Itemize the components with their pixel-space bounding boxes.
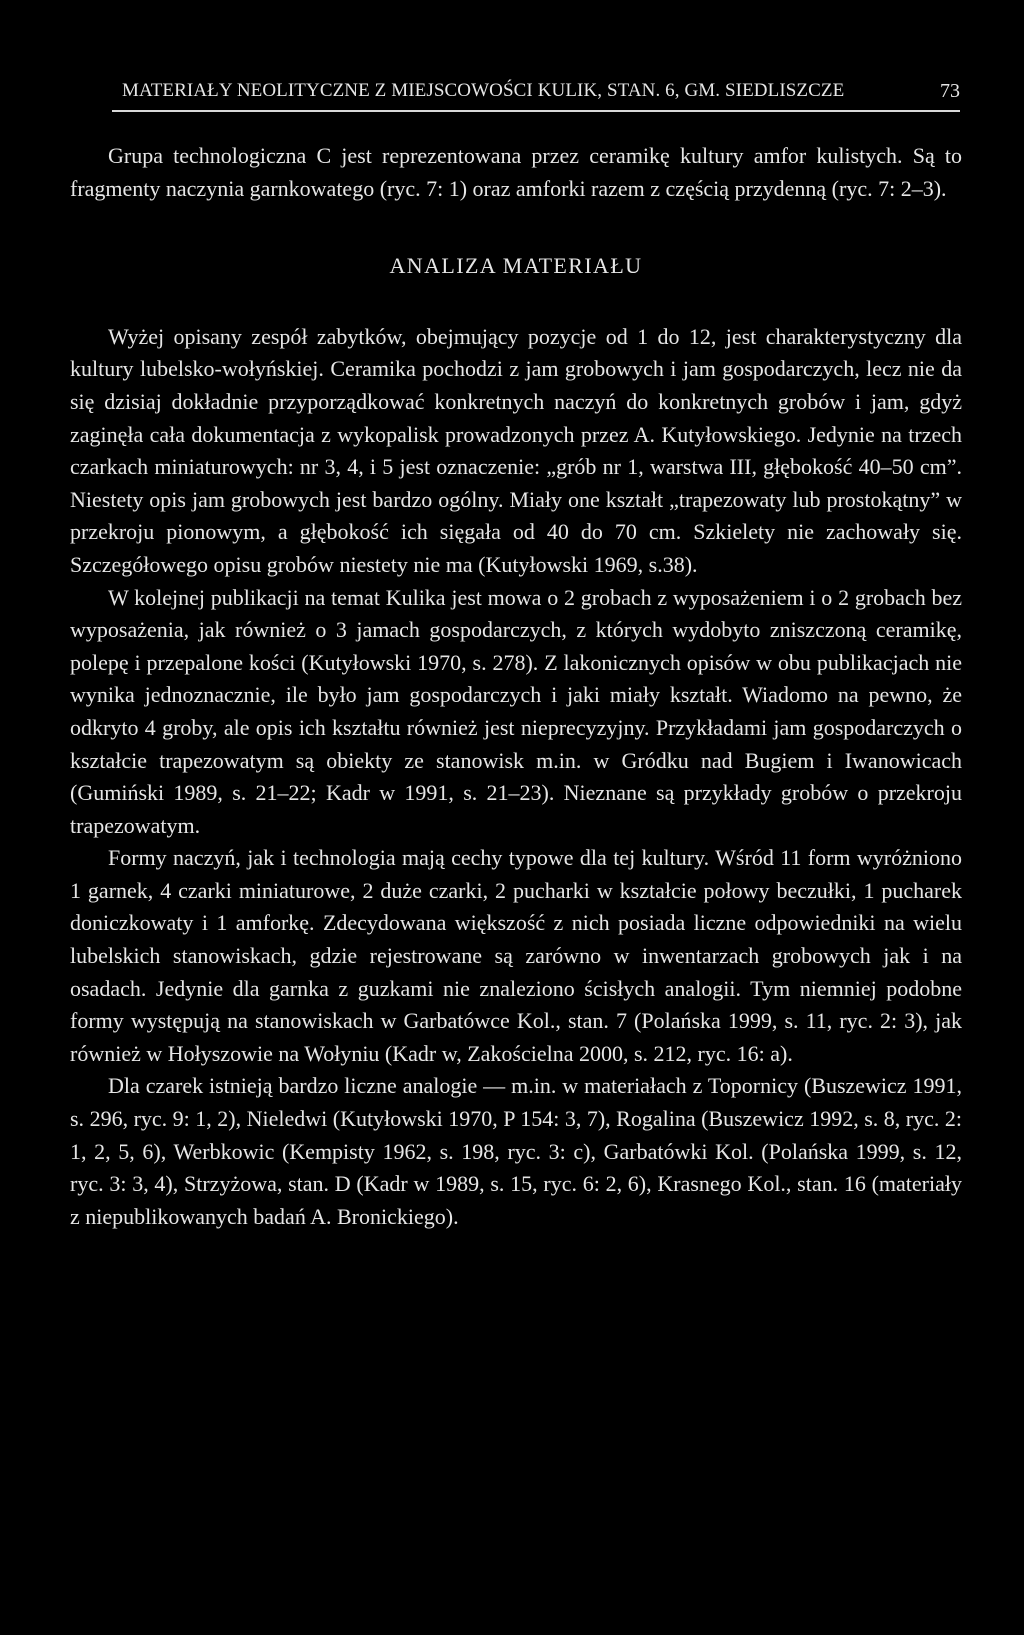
paragraph: Formy naczyń, jak i technologia mają cechy typowe dla tej kultury. Wśród 11 form wyróżniono 1 garnek, 4 czarki miniaturowe, 2 duże czarki, 2 pucharki w kształcie połowy beczułki, 1 pucharek doniczkowaty i 1 amforkę. Zdecydowana większość z nich posiada liczne odpowiedniki na wielu lubelskich stanowiskach, gdzie rejestrowane są zarówno w inwentarzach grobowych jak i na osadach. Jedynie dla garnka z guzkami nie znaleziono ścisłych analogii. Tym niemniej podobne formy występują na stanowiskach w Garbatówce Kol., stan. 7 (Polańska 1999, s. 11, ryc. 2: 3), jak również w Hołyszowie na Wołyniu (Kadr w, Zakościelna 2000, s. 212, ryc. 16: a). [70,845,962,1066]
paragraph: W kolejnej publikacji na temat Kulika jest mowa o 2 grobach z wyposażeniem i o 2 grobach bez wyposażenia, jak również o 3 jamach gospodarczych, z których wydobyto zniszczoną ceramikę, polepę i przepalone kości (Kutyłowski 1970, s. 278). Z lakonicznych opisów w obu publikacjach nie wynika jednoznacznie, ile było jam gospodarczych i jaki miały kształt. Wiadomo na pewno, że odkryto 4 groby, ale opis ich kształtu również jest nieprecyzyjny. Przykładami jam gospodarczych o kształcie trapezowatym są obiekty ze stanowisk m.in. w Gródku nad Bugiem i Iwanowicach (Gumiński 1989, s. 21–22; Kadr w 1991, s. 21–23). Nieznane są przykłady grobów o przekroju trapezowatym. [70,584,962,838]
page-header [112,76,960,112]
paragraph: Wyżej opisany zespół zabytków, obejmujący pozycje od 1 do 12, jest charakterystyczny dla kultury lubelsko-wołyńskiej. Ceramika pochodzi z jam grobowych i jam gospodarczych, lecz nie da się dzisiaj dokładnie przyporządkować konkretnych naczyń do konkretnych grobów i jam, gdyż zaginęła cała dokumentacja z wykopalisk prowadzonych przez A. Kutyłowskiego. Jedynie na trzech czarkach miniaturowych: nr 3, 4, i 5 jest oznaczenie: „grób nr 1, warstwa III, głębokość 40–50 cm”. Niestety opis jam grobowych jest bardzo ogólny. Miały one kształt „trapezowaty lub prostokątny” w przekroju pionowym, a głębokość ich sięgała od 40 do 70 cm. Szkielety nie zachowały się. Szczegółowego opisu grobów niestety nie ma (Kutyłowski 1969, s.38). [70,323,962,577]
section-heading: ANALIZA MATERIAŁU [389,253,643,279]
page-body [70,140,962,1233]
running-head: MATERIAŁY NEOLITYCZNE Z MIEJSCOWOŚCI KULIK, STAN. 6, GM. SIEDLISZCZE [122,80,845,101]
page-number: 73 [940,80,960,102]
paragraph: Grupa technologiczna C jest reprezentowana przez ceramikę kultury amfor kulistych. Są to fragmenty naczynia garnkowatego (ryc. 7: 1) oraz amforki razem z częścią przydenną (ryc. 7: 2–3). [70,143,962,201]
paragraph: Dla czarek istnieją bardzo liczne analogie — m.in. w materiałach z Topornicy (Buszewicz 1991, s. 296, ryc. 9: 1, 2), Nieledwi (Kutyłowski 1970, P 154: 3, 7), Rogalina (Buszewicz 1992, s. 8, ryc. 2: 1, 2, 5, 6), Werbkowic (Kempisty 1962, s. 198, ryc. 3: c), Garbatówki Kol. (Polańska 1999, s. 12, ryc. 3: 3, 4), Strzyżowa, stan. D (Kadr w 1989, s. 15, ryc. 6: 2, 6), Krasnego Kol., stan. 16 (materiały z niepublikowanych badań A. Bronickiego). [70,1073,962,1229]
